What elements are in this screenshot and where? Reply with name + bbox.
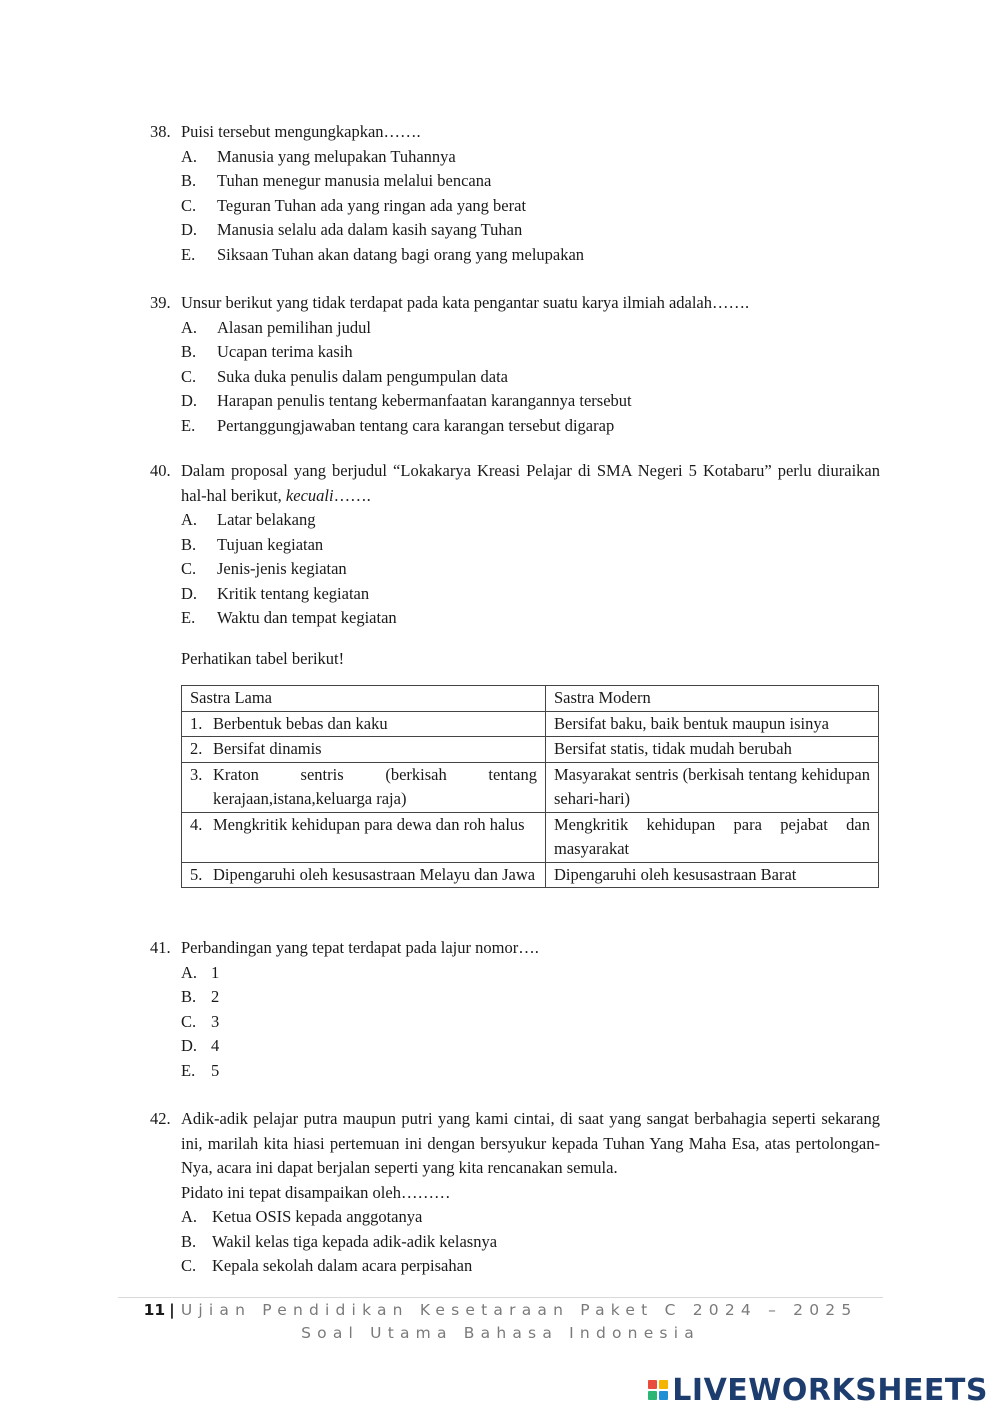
option-d[interactable]: D. Kritik tentang kegiatan <box>181 583 370 603</box>
question-38 <box>150 120 880 267</box>
footer-line-1 <box>118 1301 883 1319</box>
question-stem: Perbandingan yang tepat terdapat pada lajur nomor…. <box>181 938 539 957</box>
option-a[interactable]: A. Ketua OSIS kepada anggotanya <box>181 1207 423 1226</box>
brand-name: LIVEWORKSHEETS <box>672 1372 988 1408</box>
option-list <box>181 1205 880 1279</box>
option-c[interactable]: C. Teguran Tuhan ada yang ringan ada yang berat <box>181 195 527 215</box>
exam-title: Ujian Pendidikan Kesetaraan Paket C 2024 – 2025 <box>180 1301 858 1319</box>
option-b[interactable]: B. Wakil kelas tiga kepada adik-adik kelasnya <box>181 1231 498 1251</box>
question-number: 41. <box>150 938 171 957</box>
option-b[interactable]: B. Tuhan menegur manusia melalui bencana <box>181 171 492 190</box>
liveworksheets-logo[interactable] <box>648 1372 988 1408</box>
question-40 <box>150 459 880 631</box>
option-d[interactable]: D. Harapan penulis tentang kebermanfaatan karangannya tersebut <box>181 391 632 410</box>
table-header-row <box>182 686 879 712</box>
question-number: 42. <box>150 1109 171 1128</box>
liveworksheets-logo-icon <box>648 1380 668 1400</box>
table-row: 4. Mengkritik kehidupan para dewa dan roh halus Mengkritik kehidupan para pejabat dan masyarakat <box>182 812 879 862</box>
table-intro: Perhatikan tabel berikut! <box>181 649 345 668</box>
question-stem: Unsur berikut yang tidak terdapat pada kata pengantar suatu karya ilmiah adalah……. <box>181 293 750 312</box>
exam-subtitle: Soal Utama Bahasa Indonesia <box>301 1324 700 1342</box>
question-prompt: Pidato ini tepat disampaikan oleh……… <box>181 1182 451 1202</box>
question-number: 39. <box>150 293 171 312</box>
table-row: 1. Berbentuk bebas dan kaku Bersifat baku, baik bentuk maupun isinya <box>182 711 879 737</box>
footer-divider <box>118 1297 883 1298</box>
option-e[interactable]: E. Pertanggungjawaban tentang cara karangan tersebut digarap <box>181 415 615 435</box>
option-e[interactable]: E. Waktu dan tempat kegiatan <box>181 608 397 627</box>
option-d[interactable]: D. Manusia selalu ada dalam kasih sayang Tuhan <box>181 220 523 239</box>
table-row: 5. Dipengaruhi oleh kesusastraan Melayu dan Jawa Dipengaruhi oleh kesusastraan Barat <box>182 862 879 888</box>
question-stem: Dalam proposal yang berjudul “Lokakarya Kreasi Pelajar di SMA Negeri 5 Kotabaru” perlu diuraikan hal-hal berikut, kecuali……. <box>181 461 880 505</box>
question-stem <box>181 1107 880 1205</box>
header-sastra-lama: Sastra Lama <box>182 686 546 712</box>
option-a[interactable]: A. 1 <box>181 962 220 982</box>
option-b[interactable]: B. Tujuan kegiatan <box>181 534 324 554</box>
question-number: 38. <box>150 122 171 141</box>
question-stem: Puisi tersebut mengungkapkan……. <box>181 122 421 141</box>
option-d[interactable]: D. 4 <box>181 1036 220 1055</box>
option-c[interactable]: C. Kepala sekolah dalam acara perpisahan <box>181 1256 473 1275</box>
option-e[interactable]: E. Siksaan Tuhan akan datang bagi orang yang melupakan <box>181 244 585 264</box>
option-c[interactable]: C. Jenis-jenis kegiatan <box>181 559 347 578</box>
option-a[interactable]: A. Alasan pemilihan judul <box>181 317 371 337</box>
question-39 <box>150 291 880 438</box>
footer-line-2 <box>118 1324 883 1342</box>
option-a[interactable]: A. Manusia yang melupakan Tuhannya <box>181 146 456 166</box>
option-b[interactable]: B. 2 <box>181 987 220 1006</box>
option-e[interactable]: E. 5 <box>181 1060 220 1080</box>
page-number: 11 <box>143 1301 166 1319</box>
option-list <box>181 316 880 439</box>
option-c[interactable]: C. Suka duka penulis dalam pengumpulan data <box>181 366 508 386</box>
option-a[interactable]: A. Latar belakang <box>181 510 316 529</box>
literature-comparison-table <box>181 685 879 888</box>
option-list <box>181 508 880 631</box>
option-list <box>181 961 880 1084</box>
table-row: 3. Kraton sentris (berkisah tentang kerajaan,istana,keluarga raja) Masyarakat sentris (berkisah tentang kehidupan sehari-hari) <box>182 762 879 812</box>
question-41 <box>150 936 880 1083</box>
option-b[interactable]: B. Ucapan terima kasih <box>181 342 353 361</box>
option-c[interactable]: C. 3 <box>181 1011 220 1031</box>
header-sastra-modern: Sastra Modern <box>546 686 879 712</box>
question-42 <box>150 1107 880 1279</box>
footer-separator: | <box>169 1301 175 1319</box>
question-number: 40. <box>150 461 171 480</box>
table-row: 2. Bersifat dinamis Bersifat statis, tidak mudah berubah <box>182 737 879 763</box>
option-list <box>181 145 880 268</box>
speech-excerpt: Adik-adik pelajar putra maupun putri yang kami cintai, di saat yang sangat berbahagia seperti sekarang ini, marilah kita hiasi pertemuan ini dengan bersyukur kepada Tuhan Yang Maha Esa, atas pertolongan-Nya, acara ini dapat berjalan seperti yang kita rencanakan semula. <box>181 1109 880 1177</box>
